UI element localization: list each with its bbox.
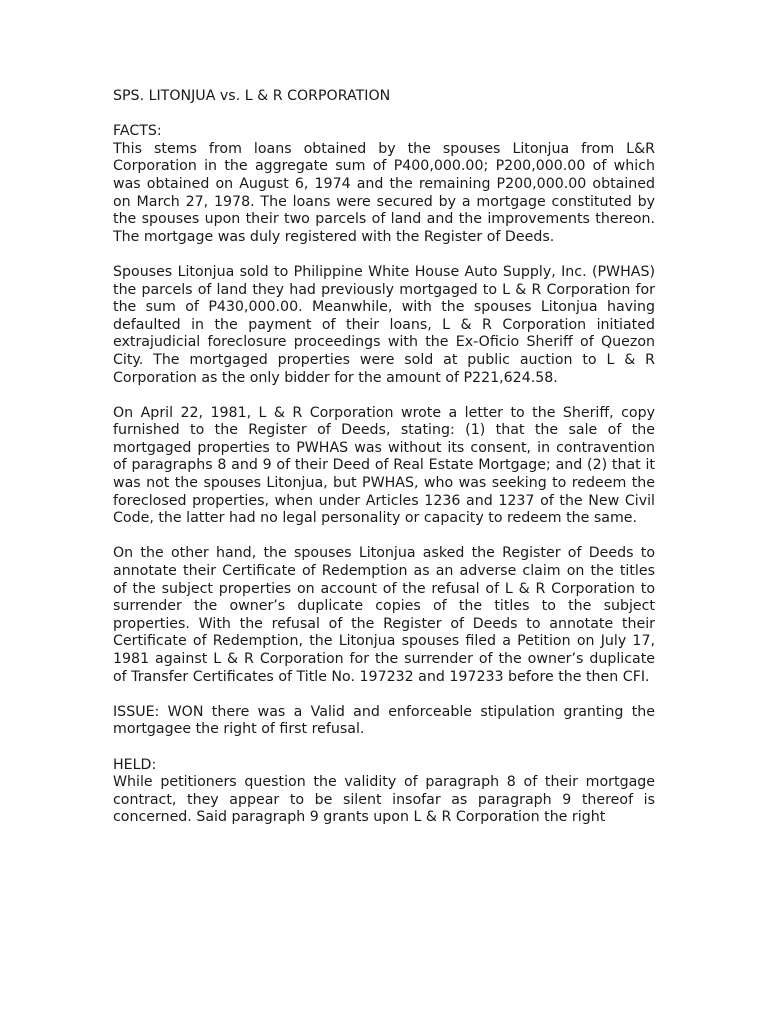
facts-paragraph-2: Spouses Litonjua sold to Philippine White House Auto Supply, Inc. (PWHAS) the parcels of land they had previously mortgaged to L & R Corporation for the sum of P430,000.00. Meanwhile, with the spouses Litonjua having defaulted in the payment of their loans, L & R Corporation initiated extrajudicial foreclosure proceedings with the Ex-Oficio Sheriff of Quezon City. The mortgaged properties were sold at public auction to L & R Corporation as the only bidder for the amount of P221,624.58. [113,263,655,386]
case-title: SPS. LITONJUA vs. L & R CORPORATION [113,88,391,104]
held-paragraph: While petitioners question the validity of paragraph 8 of their mortgage contract, they appear to be silent insofar as paragraph 9 thereof is concerned. Said paragraph 9 grants upon L & R Corporation the right [113,774,655,826]
document-page [113,88,655,827]
facts-heading: FACTS: [113,123,162,140]
facts-paragraph-1: This stems from loans obtained by the spouses Litonjua from L&R Corporation in the aggregate sum of P400,000.00; P200,000.00 of which was obtained on August 6, 1974 and the remaining P200,000.00 obtained on March 27, 1978. The loans were secured by a mortgage constituted by the spouses upon their two parcels of land and the improvements thereon. The mortgage was duly registered with the Register of Deeds. [113,140,655,245]
facts-paragraph-4: On the other hand, the spouses Litonjua asked the Register of Deeds to annotate their Certificate of Redemption as an adverse claim on the titles of the subject properties on account of the refusal of L & R Corporation to surrender the owner’s duplicate copies of the titles to the subject properties. With the refusal of the Register of Deeds to annotate their Certificate of Redemption, the Litonjua spouses filed a Petition on July 17, 1981 against L & R Corporation for the surrender of the owner’s duplicate of Transfer Certificates of Title No. 197232 and 197233 before the then CFI. [113,545,655,685]
facts-paragraph-3: On April 22, 1981, L & R Corporation wrote a letter to the Sheriff, copy furnished to the Register of Deeds, stating: (1) that the sale of the mortgaged properties to PWHAS was without its consent, in contravention of paragraphs 8 and 9 of their Deed of Real Estate Mortgage; and (2) that it was not the spouses Litonjua, but PWHAS, who was seeking to redeem the foreclosed properties, when under Articles 1236 and 1237 of the New Civil Code, the latter had no legal personality or capacity to redeem the same. [113,404,655,527]
issue-paragraph: ISSUE: WON there was a Valid and enforceable stipulation granting the mortgagee the right of first refusal. [113,703,655,738]
held-heading: HELD: [113,756,157,773]
